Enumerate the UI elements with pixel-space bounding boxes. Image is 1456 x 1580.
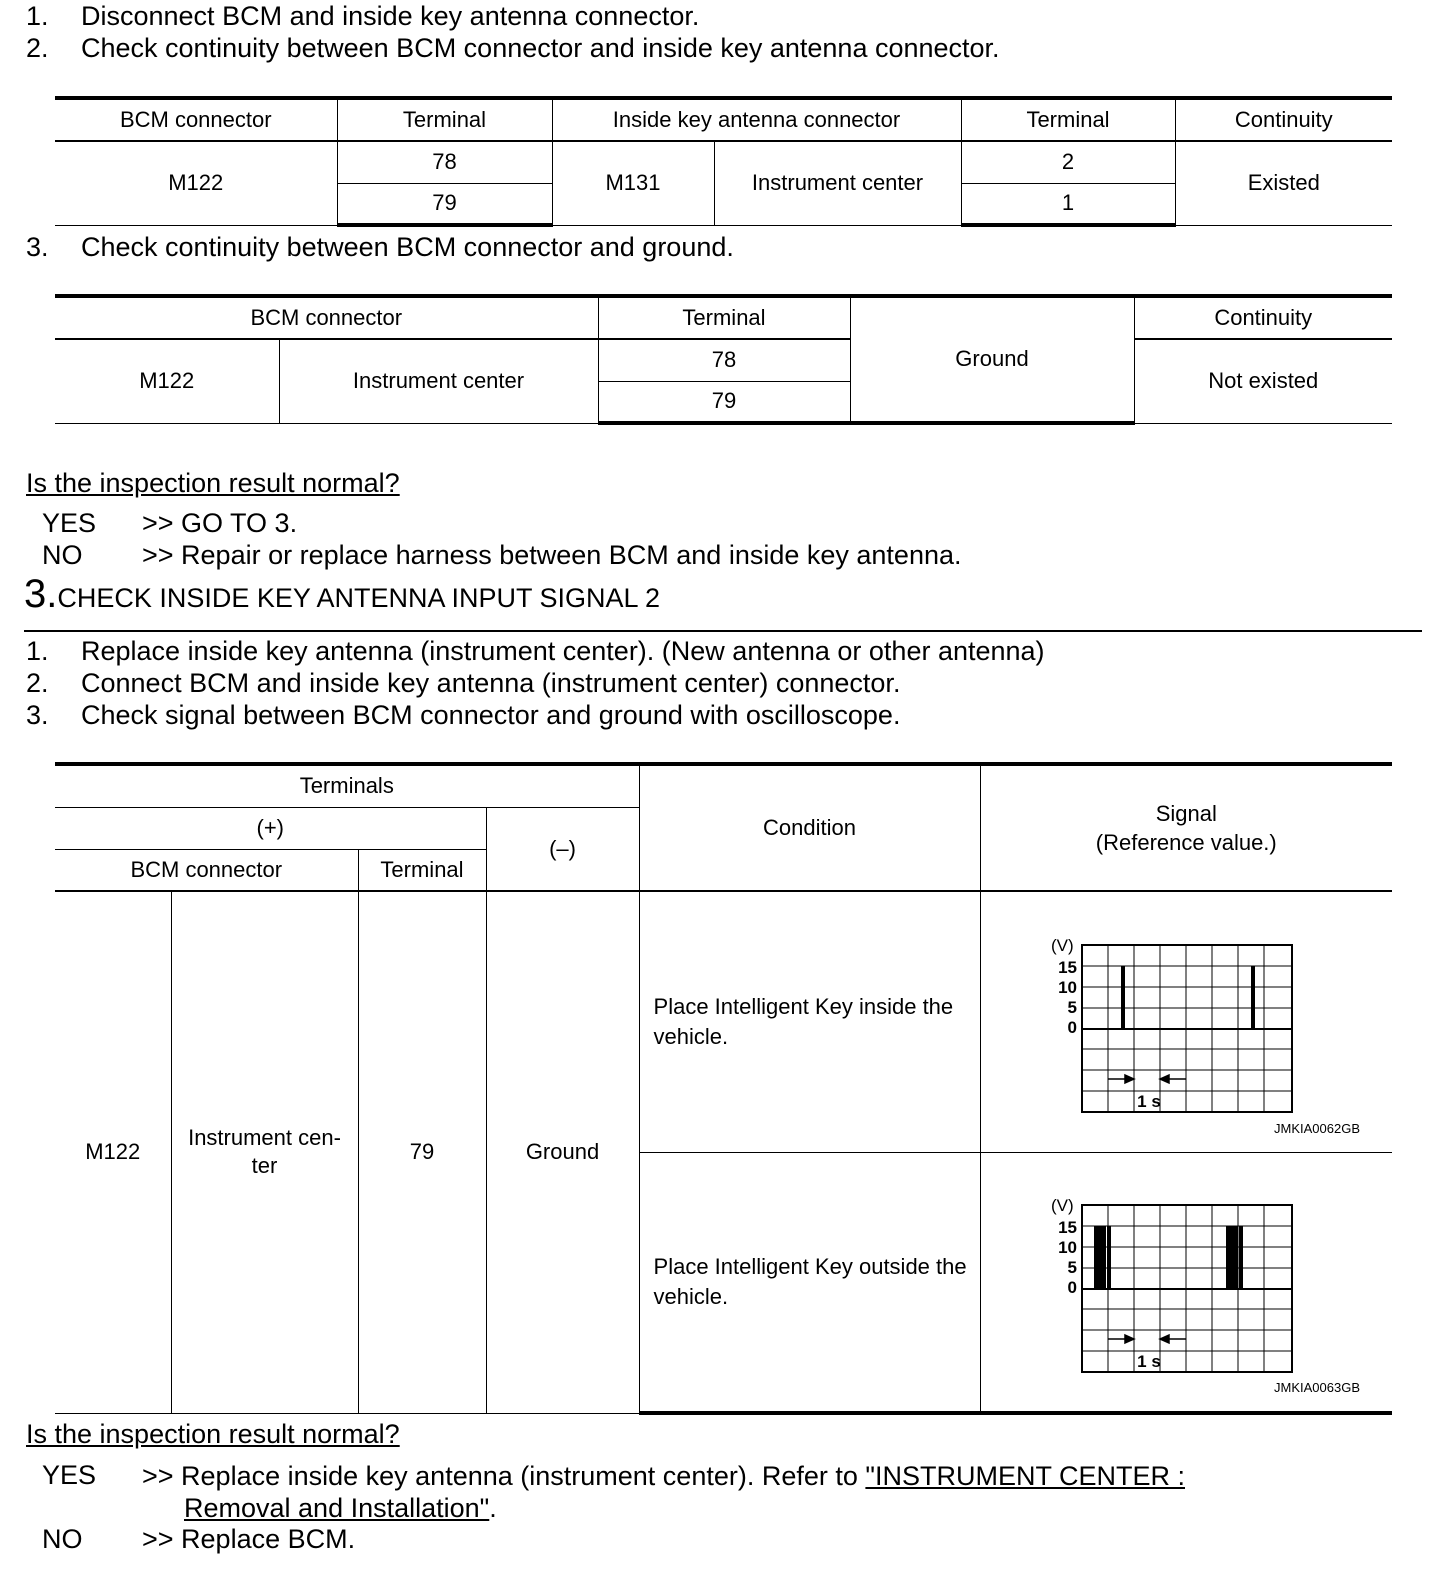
oscilloscope-inside-graph [981,893,1393,1151]
step-1 [26,0,1226,32]
step-text: Check continuity between BCM connector and inside key antenna connector. [81,33,1000,63]
section-divider [24,630,1422,632]
figure-id: JMKIA0062GB [1274,1120,1361,1136]
tick-10: 10 [1057,1237,1077,1257]
ground-value: Ground [850,296,1134,423]
section-title: CHECK INSIDE KEY ANTENNA INPUT SIGNAL 2 [57,583,661,613]
step-text: Check continuity between BCM connector and ground. [81,232,734,262]
signal-table [55,762,1392,1415]
volt-unit: (V) [1050,935,1074,955]
location-line: Instrument cen- [188,1125,341,1151]
tick-15: 15 [1057,1217,1077,1237]
bcm-terminal-value: 79 [337,183,552,225]
answer-key: NO [42,540,83,570]
volt-unit: (V) [1050,1195,1074,1215]
step-3 [26,231,1226,263]
tick-15: 15 [1057,957,1077,977]
answer-value: >> Repair or replace harness between BCM and inside key antenna. [142,540,962,570]
burst-trace [1082,1227,1292,1289]
continuity-value: Not existed [1134,339,1392,423]
tick-10: 10 [1057,977,1077,997]
instrument-center-link[interactable]: "INSTRUMENT CENTER : [865,1461,1185,1491]
condition-inside: Place Intelligent Key inside the vehicle. [639,891,980,1152]
tick-5: 5 [1067,1257,1077,1277]
waveform-inside [980,891,1392,1152]
answer-no [42,1524,1142,1556]
location-line: ter [251,1153,278,1179]
header-bcm-connector: BCM connector [55,296,598,339]
header-condition: Condition [639,764,980,891]
header-terminal: Terminal [358,849,486,891]
answer-period: . [489,1493,497,1523]
answer-text: >> Replace inside key antenna (instrument center). Refer to [142,1461,866,1491]
continuity-value: Existed [1175,141,1392,225]
answer-key: YES [42,508,97,538]
header-continuity: Continuity [1175,98,1392,141]
antenna-location: Instrument center [714,141,961,225]
inspection-question: Is the inspection result normal? [26,468,400,498]
continuity-table-antenna [55,96,1392,227]
terminal-value: 79 [358,891,486,1413]
terminal-value: 79 [598,381,850,423]
ground-value: Ground [486,891,639,1413]
antenna-terminal-value: 2 [961,141,1175,183]
bcm-connector-value: M122 [55,141,337,225]
header-terminals: Terminals [55,764,639,807]
inspection-question: Is the inspection result normal? [26,1419,400,1449]
header-signal [980,764,1392,891]
time-label: 1 s [1136,1351,1161,1371]
bcm-connector-value: M122 [55,339,279,423]
bcm-connector-value: M122 [55,891,171,1413]
step-number: 1. [26,1,49,31]
answer-value: >> GO TO 3. [142,508,298,538]
tick-0: 0 [1067,1277,1077,1297]
bcm-terminal-value: 78 [337,141,552,183]
header-continuity: Continuity [1134,296,1392,339]
oscilloscope-outside-graph [981,1153,1393,1411]
condition-outside: Place Intelligent Key outside the vehicle. [639,1152,980,1413]
header-bcm-connector: BCM connector [55,849,358,891]
step-number: 3. [26,232,49,262]
removal-installation-link[interactable]: Removal and Installation" [184,1493,490,1523]
header-minus: (–) [486,807,639,891]
location-value [171,891,358,1413]
step-3 [26,699,1226,731]
section-heading [24,572,660,617]
step-number: 1. [26,636,49,666]
step-1 [26,635,1226,667]
figure-id: JMKIA0063GB [1274,1380,1361,1395]
step-number: 2. [26,33,49,63]
step-text: Connect BCM and inside key antenna (instrument center) connector. [81,668,901,698]
step-text: Check signal between BCM connector and ground with oscilloscope. [81,700,901,730]
answer-yes [42,1460,1342,1524]
time-label: 1 s [1136,1091,1161,1111]
header-terminal: Terminal [337,98,552,141]
terminal-value: 78 [598,339,850,381]
antenna-terminal-value: 1 [961,183,1175,225]
step-text: Disconnect BCM and inside key antenna connector. [81,1,700,31]
answer-yes [42,508,1142,540]
tick-5: 5 [1067,997,1077,1017]
step-2 [26,667,1226,699]
answer-key: NO [42,1524,83,1554]
signal-label: Signal [1155,801,1217,826]
section-number: 3. [24,572,58,616]
header-bcm-connector: BCM connector [55,98,337,141]
step-number: 3. [26,700,49,730]
waveform-outside [980,1152,1392,1413]
answer-value: >> Replace BCM. [142,1524,356,1554]
header-plus: (+) [55,807,486,849]
header-terminal: Terminal [961,98,1175,141]
answer-key: YES [42,1460,97,1490]
antenna-connector-value: M131 [552,141,714,225]
continuity-table-ground [55,294,1392,425]
answer-value [142,1460,1185,1524]
step-text: Replace inside key antenna (instrument center). (New antenna or other antenna) [81,636,1045,666]
tick-0: 0 [1067,1017,1077,1037]
header-antenna-connector: Inside key antenna connector [552,98,961,141]
header-terminal: Terminal [598,296,850,339]
answer-no [42,540,1142,572]
signal-sublabel: (Reference value.) [1095,830,1277,855]
step-2 [26,32,1226,64]
step-number: 2. [26,668,49,698]
pulse-trace [1082,967,1292,1029]
location-value: Instrument center [279,339,598,423]
